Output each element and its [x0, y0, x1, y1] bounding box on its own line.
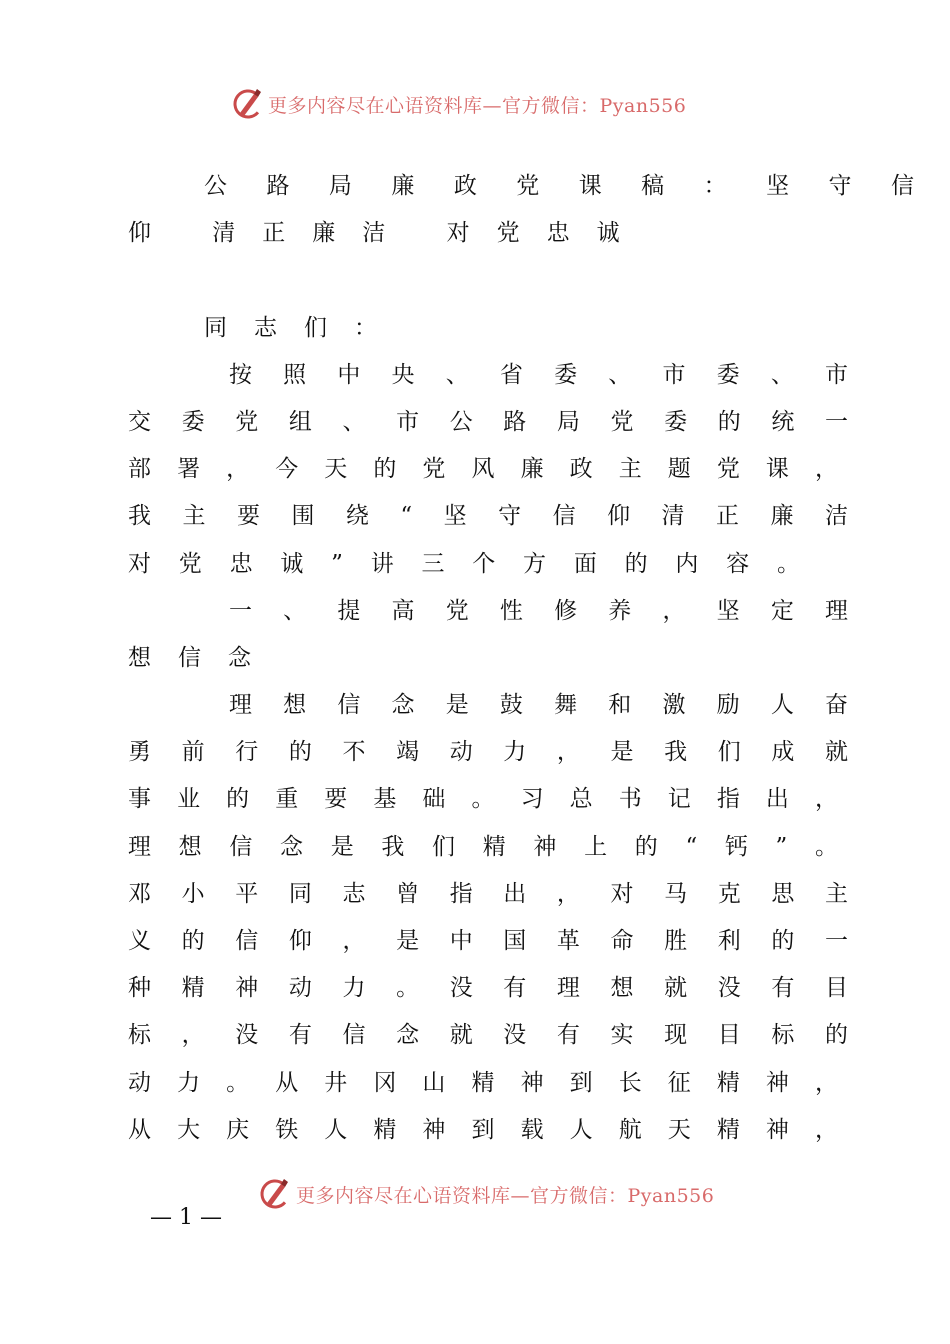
paragraph-line: 从大庆铁人精神到载人航天精神，	[128, 1116, 838, 1143]
title-line-2: 仰 清正廉洁 对党忠诚	[128, 220, 647, 247]
section-heading-line: 想信念	[128, 644, 278, 671]
paragraph-line: 义的信仰，是中国革命胜利的一	[128, 928, 848, 954]
paragraph-line: 动力。从井冈山精神到长征精神，	[128, 1069, 838, 1096]
page-number: — 1 —	[150, 1205, 222, 1230]
pen-logo-icon	[230, 85, 266, 121]
paragraph-line: 我主要围绕“坚守信仰清正廉洁	[128, 503, 848, 530]
paragraph-line: 理想信念是鼓舞和激励人奋	[229, 692, 848, 719]
paragraph-line: 标，没有信念就没有实现目标的	[128, 1022, 848, 1049]
footer-watermark-banner	[0, 1173, 950, 1213]
paragraph-line: 交委党组、市公路局党委的统一	[128, 408, 848, 435]
pen-logo-icon	[257, 1175, 293, 1211]
header-watermark-banner	[0, 83, 950, 123]
paragraph-line: 邓小平同志曾指出，对马克思主	[128, 880, 848, 907]
paragraph-line: 部署，今天的党风廉政主题党课，	[128, 456, 838, 483]
paragraph-line: 事业的重要基础。习总书记指出，	[128, 786, 838, 813]
paragraph-line: 按照中央、省委、市委、市	[229, 361, 848, 388]
salutation: 同志们：	[204, 314, 404, 341]
document-body	[128, 163, 914, 1154]
spacer	[128, 257, 848, 304]
paragraph-line: 勇前行的不竭动力，是我们成就	[128, 739, 848, 766]
section-heading-line: 一、提高党性修养，坚定理	[229, 597, 848, 624]
title-line-1: 公路局廉政党课稿：坚守信	[204, 173, 914, 199]
watermark-text: 更多内容尽在心语资料库—官方微信：Pyan556	[296, 1185, 715, 1207]
watermark-text: 更多内容尽在心语资料库—官方微信：Pyan556	[268, 95, 687, 117]
paragraph-line: 种精神动力。没有理想就没有目	[128, 975, 848, 1002]
paragraph-line: 对党忠诚”讲三个方面的内容。	[128, 550, 800, 577]
paragraph-line: 理想信念是我们精神上的“钙”。	[128, 833, 838, 860]
